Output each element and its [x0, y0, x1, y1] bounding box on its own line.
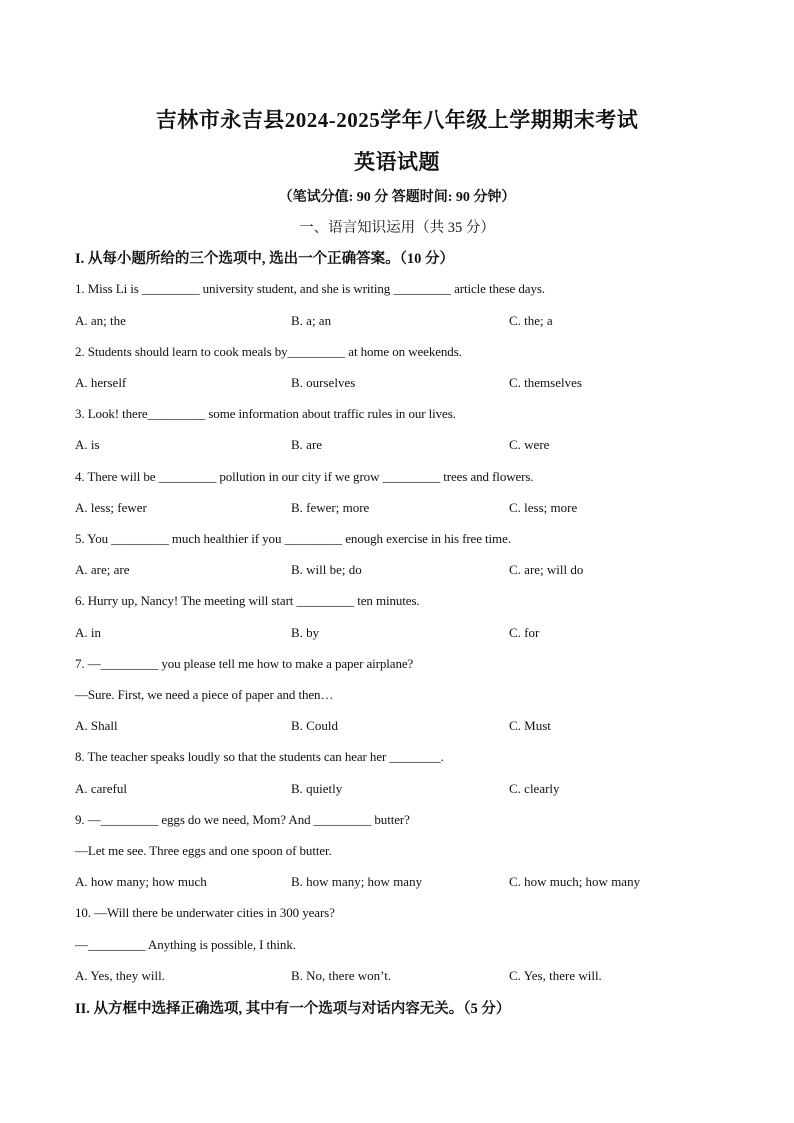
question-2-option-b: B. ourselves [291, 375, 356, 390]
question-8-stem: 8. The teacher speaks loudly so that the students can hear her ________. [75, 749, 444, 764]
exam-subtitle: 英语试题 [354, 150, 440, 174]
question-1-option-b: B. a; an [291, 313, 332, 328]
question-7-stem: 7. —_________ you please tell me how to make a paper airplane? [75, 656, 414, 671]
question-9-response: —Let me see. Three eggs and one spoon of butter. [75, 843, 332, 858]
question-6-stem: 6. Hurry up, Nancy! The meeting will start _________ ten minutes. [75, 593, 420, 608]
question-10-option-c: C. Yes, there will. [509, 968, 602, 983]
question-10-stem: 10. —Will there be underwater cities in 300 years? [75, 905, 335, 920]
question-6-option-a: A. in [75, 625, 101, 640]
question-5-option-b: B. will be; do [291, 562, 362, 577]
question-3-option-b: B. are [291, 437, 323, 452]
question-7-response: —Sure. First, we need a piece of paper and then… [75, 687, 334, 702]
question-4-option-c: C. less; more [509, 500, 578, 515]
question-4-option-a: A. less; fewer [75, 500, 147, 515]
question-3-stem: 3. Look! there_________ some information about traffic rules in our lives. [75, 406, 456, 421]
question-7-option-a: A. Shall [75, 718, 118, 733]
question-2-stem: 2. Students should learn to cook meals by_________ at home on weekends. [75, 344, 462, 359]
question-10-option-a: A. Yes, they will. [75, 968, 165, 983]
question-10-option-b: B. No, there won’t. [291, 968, 392, 983]
question-8-option-c: C. clearly [509, 781, 560, 796]
question-6-option-c: C. for [509, 625, 540, 640]
question-5-option-c: C. are; will do [509, 562, 584, 577]
question-5-stem: 5. You _________ much healthier if you _________ enough exercise in his free time. [75, 531, 511, 546]
question-3-option-c: C. were [509, 437, 550, 452]
question-1-option-a: A. an; the [75, 313, 126, 328]
question-9-stem: 9. —_________ eggs do we need, Mom? And _________ butter? [75, 812, 410, 827]
part-one-heading: 一、语言知识运用（共 35 分） [299, 220, 495, 236]
question-2-option-c: C. themselves [509, 375, 582, 390]
question-5-option-a: A. are; are [75, 562, 130, 577]
question-6-option-b: B. by [291, 625, 320, 640]
question-8-option-a: A. careful [75, 781, 127, 796]
question-3-option-a: A. is [75, 437, 100, 452]
exam-title: 吉林市永吉县2024-2025学年八年级上学期期末考试 [155, 108, 639, 132]
question-1-stem: 1. Miss Li is _________ university student, and she is writing _________ article these days. [75, 281, 545, 296]
question-4-option-b: B. fewer; more [291, 500, 370, 515]
question-9-option-a: A. how many; how much [75, 874, 207, 889]
question-2-option-a: A. herself [75, 375, 127, 390]
question-10-response: —_________ Anything is possible, I think. [75, 937, 296, 952]
question-7-option-c: C. Must [509, 718, 551, 733]
question-9-option-b: B. how many; how many [291, 874, 423, 889]
section-two-heading: II. 从方框中选择正确选项, 其中有一个选项与对话内容无关。（5 分） [75, 1001, 511, 1017]
question-7-option-b: B. Could [291, 718, 338, 733]
question-9-option-c: C. how much; how many [509, 874, 641, 889]
question-1-option-c: C. the; a [509, 313, 553, 328]
section-one-heading: I. 从每小题所给的三个选项中, 选出一个正确答案。（10 分） [75, 251, 455, 267]
exam-meta: （笔试分值: 90 分 答题时间: 90 分钟） [278, 190, 516, 205]
question-4-stem: 4. There will be _________ pollution in our city if we grow _________ trees and flowers. [75, 469, 534, 484]
question-8-option-b: B. quietly [291, 781, 343, 796]
